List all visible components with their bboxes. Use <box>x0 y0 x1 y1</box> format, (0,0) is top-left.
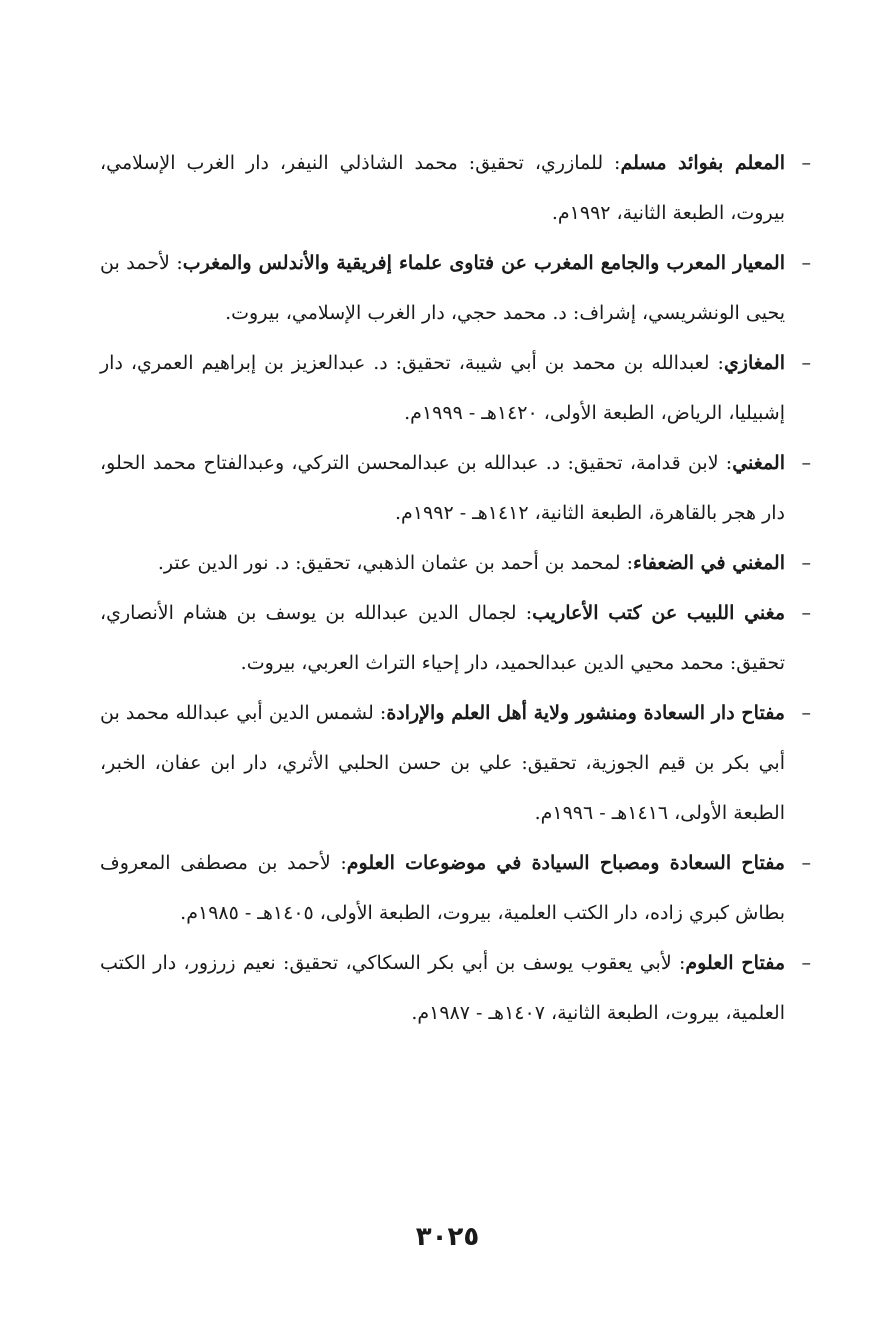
entry-title: مفتاح العلوم <box>685 952 785 974</box>
entry-title: مغني اللبيب عن كتب الأعاريب <box>532 602 786 624</box>
bibliography-entry <box>100 338 811 438</box>
entry-title: المغني في الضعفاء <box>633 552 785 574</box>
entry-dash: – <box>801 152 811 174</box>
bibliography-entry <box>100 688 811 838</box>
entry-title: مفتاح دار السعادة ومنشور ولاية أهل العلم والإرادة <box>386 702 785 724</box>
bibliography-list <box>100 138 811 1038</box>
entry-details: : لأبي يعقوب يوسف بن أبي بكر السكاكي، تحقيق: نعيم زرزور، دار الكتب العلمية، بيروت، الطبعة الثانية، ١٤٠٧هـ - ١٩٨٧م. <box>100 952 785 1024</box>
bibliography-entry <box>100 938 811 1038</box>
bibliography-entry <box>100 438 811 538</box>
entry-title: المغني <box>732 452 785 474</box>
entry-title: مفتاح السعادة ومصباح السيادة في موضوعات العلوم <box>346 852 785 874</box>
entry-details: : لعبدالله بن محمد بن أبي شيبة، تحقيق: د. عبدالعزيز بن إبراهيم العمري، دار إشبيليا، الرياض، الطبعة الأولى، ١٤٢٠هـ - ١٩٩٩م. <box>100 352 785 424</box>
entry-dash: – <box>801 252 811 274</box>
entry-details: : لجمال الدين عبدالله بن يوسف بن هشام الأنصاري، تحقيق: محمد محيي الدين عبدالحميد، دار إحياء التراث العربي، بيروت. <box>100 602 785 674</box>
bibliography-entry <box>100 238 811 338</box>
entry-details: : لشمس الدين أبي عبدالله محمد بن أبي بكر بن قيم الجوزية، تحقيق: علي بن حسن الحلبي الأثري، دار ابن عفان، الخبر، الطبعة الأولى، ١٤١٦هـ - ١٩٩٦م. <box>100 702 785 824</box>
entry-details: : لأحمد بن يحيى الونشريسي، إشراف: د. محمد حجي، دار الغرب الإسلامي، بيروت. <box>100 252 785 324</box>
entry-dash: – <box>801 552 811 574</box>
page-number: ٣٠٢٥ <box>415 1222 480 1252</box>
bibliography-entry <box>100 838 811 938</box>
entry-dash: – <box>801 702 811 724</box>
entry-details: : لمحمد بن أحمد بن عثمان الذهبي، تحقيق: د. نور الدين عتر. <box>157 552 634 574</box>
entry-title: المعيار المعرب والجامع المغرب عن فتاوى علماء إفريقية والأندلس والمغرب <box>182 252 785 274</box>
entry-details: : لابن قدامة، تحقيق: د. عبدالله بن عبدالمحسن التركي، وعبدالفتاح محمد الحلو، دار هجر بالقاهرة، الطبعة الثانية، ١٤١٢هـ - ١٩٩٢م. <box>100 452 785 524</box>
entry-title: المعلم بفوائد مسلم <box>620 152 785 174</box>
entry-dash: – <box>801 352 811 374</box>
entry-details: : لأحمد بن مصطفى المعروف بطاش كبري زاده، دار الكتب العلمية، بيروت، الطبعة الأولى، ١٤٠٥هـ - ١٩٨٥م. <box>100 852 785 924</box>
entry-details: : للمازري، تحقيق: محمد الشاذلي النيفر، دار الغرب الإسلامي، بيروت، الطبعة الثانية، ١٩٩٢م. <box>100 152 785 224</box>
entry-title: المغازي <box>723 352 785 374</box>
bibliography-entry <box>100 538 811 588</box>
entry-dash: – <box>801 452 811 474</box>
entry-dash: – <box>801 602 811 624</box>
entry-dash: – <box>801 952 811 974</box>
bibliography-entry <box>100 138 811 238</box>
entry-dash: – <box>801 852 811 874</box>
bibliography-entry <box>100 588 811 688</box>
